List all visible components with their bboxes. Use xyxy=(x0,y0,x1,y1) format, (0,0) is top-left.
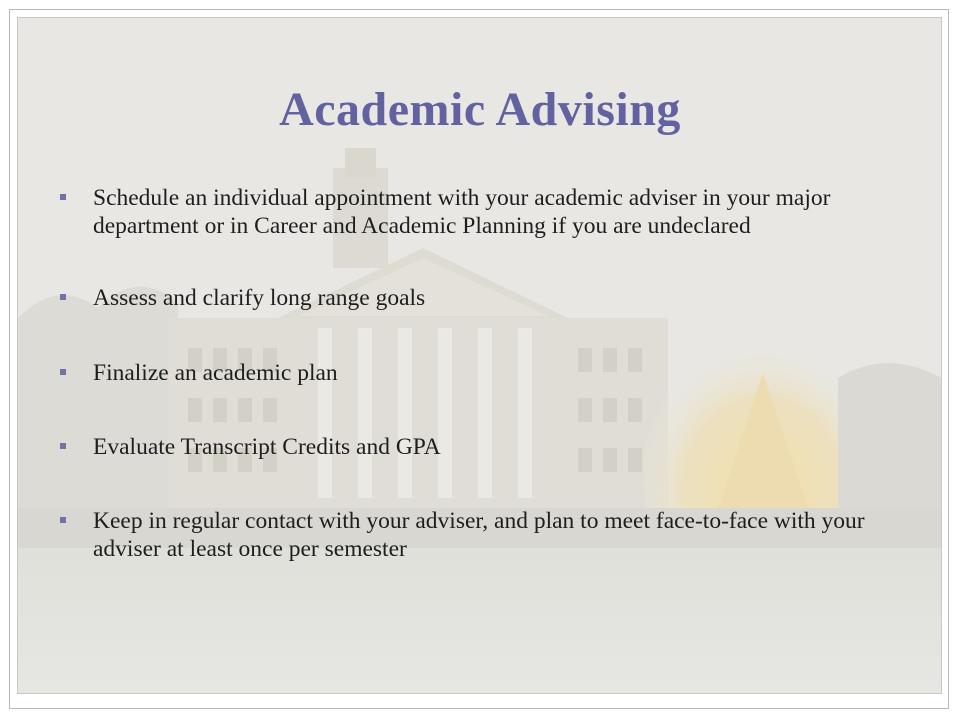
square-bullet-icon xyxy=(60,369,66,375)
square-bullet-icon xyxy=(60,294,66,300)
square-bullet-icon xyxy=(60,194,66,200)
bullet-item xyxy=(58,507,908,563)
bullet-item xyxy=(58,433,908,461)
bullet-text: Schedule an individual appointment with your academic adviser in your major department or in Career and Academic Planning if you are undeclared xyxy=(93,185,831,239)
bullet-text: Evaluate Transcript Credits and GPA xyxy=(93,434,441,460)
bullet-list xyxy=(58,184,908,563)
slide-title: Academic Advising xyxy=(279,83,681,136)
bullet-text: Assess and clarify long range goals xyxy=(93,285,426,311)
square-bullet-icon xyxy=(60,443,66,449)
bullet-text: Keep in regular contact with your adviser, and plan to meet face-to-face with your adviser at least once per semester xyxy=(93,508,865,562)
bullet-text: Finalize an academic plan xyxy=(93,360,338,386)
bullet-item xyxy=(58,284,908,312)
square-bullet-icon xyxy=(60,517,66,523)
bullet-item xyxy=(58,359,908,387)
bullet-item xyxy=(58,184,908,240)
